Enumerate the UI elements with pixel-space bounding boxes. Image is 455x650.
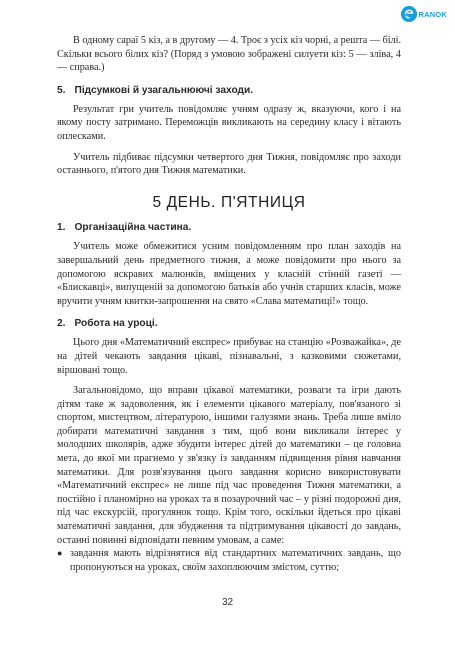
paragraph: Учитель може обмежитися усним повідомленням про план заходів на завершальний день предметного тижня, а може повідомити про нього за допомогою яскравих малюнків, вміщених у класній стінній газеті — «Блискавці», випущеній за допомогою батьків або учнів старших класів, може вручити учням квитки-запрошення на свято «Слава математиці!» тощо.: [57, 241, 401, 307]
section-5-heading: [57, 84, 401, 97]
section-number: 1.: [57, 222, 66, 234]
part-1-heading: [57, 221, 401, 234]
section-title: Організаційна частина.: [74, 222, 192, 234]
section-number: 2.: [57, 318, 66, 330]
paragraph: Цього дня «Математичний експрес» прибуває на станцію «Розважайка», де на дітей чекають завдання цікаві, пізнавальні, з казковими сюжетами, віршовані тощо.: [57, 337, 401, 376]
publisher-logo: [401, 6, 448, 22]
paragraph: Результат гри учитель повідомляє учням одразу ж, вказуючи, кого і на якому посту затримано. Переможців викликають на середину класу і вітають оплесками.: [57, 103, 401, 142]
ranok-logo-icon: [401, 6, 417, 22]
paragraph: Загальновідомо, що вправи цікавої математики, розваги та ігри дають дітям таке ж задоволення, як і елементи цікавого матеріалу, пов'язаного зі спортом, мистецтвом, літературою, іншими галузями знань. Треба лише вміло добирати математичні завдання з тим, щоб вони викликали інтерес у молодших школярів, адже збудити інтерес дітей до математики – це головна мета, до якої ми прагнемо у зв'язку із завданням підвищення рівня навчання математики. Для розв'язування цього завдання корисно використовувати «Математичний експрес» не лише під час проведення Тижня математики, а постійно і планомірно на уроках та в позаурочний час – у різні подорожні дня, під час екскурсій, прогулянок тощо. Крім того, оскільки йдеться про цікаві математичні завдання, для збудження та підтримування цікавості до завдань, останні повинні відповідати певним умовам, а саме:: [57, 385, 401, 546]
list-item-text: завдання мають відрізнятися від стандартних математичних завдань, що пропонуються на уроках, своїм захоплюючим змістом, суттю;: [70, 548, 401, 573]
problem-text: В одному сараї 5 кіз, а в другому — 4. Троє з усіх кіз чорні, а решта — білі. Скільки всього білих кіз? (Поряд з умовою зображені силуети кіз: 5 — зліва, 4 — справа.): [57, 35, 401, 74]
page-content: [57, 34, 401, 574]
list-item: [57, 547, 401, 574]
section-title: Робота на уроці.: [74, 318, 158, 330]
part-2-heading: [57, 317, 401, 330]
section-title: Підсумкові й узагальнюючі заходи.: [74, 84, 254, 96]
paragraph: Учитель підбиває підсумки четвертого дня Тижня, повідомляє про заходи останнього, п'ятого дня Тижня математики.: [57, 151, 401, 177]
section-number: 5.: [57, 84, 66, 96]
bullet-icon: ●: [57, 548, 63, 559]
page-number: 32: [221, 597, 234, 608]
day-title: 5 ДЕНЬ. П'ЯТНИЦЯ: [152, 193, 306, 211]
publisher-logo-text: RANOK: [418, 9, 447, 19]
